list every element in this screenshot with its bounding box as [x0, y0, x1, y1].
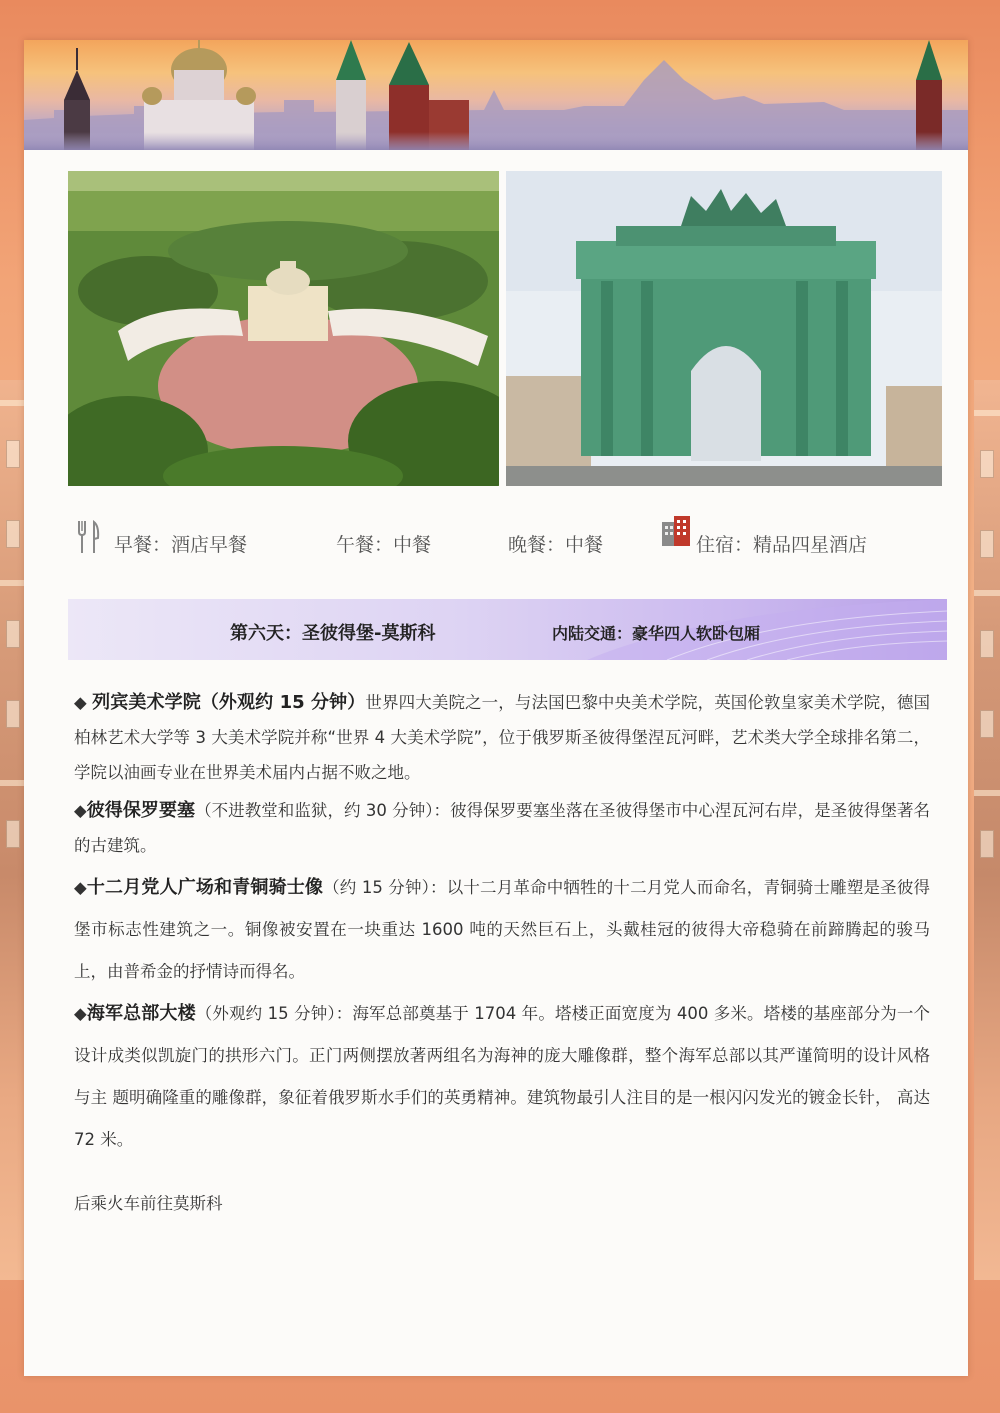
list-item: [74, 793, 930, 863]
triumphal-arch-photo: [506, 171, 942, 486]
bullet-icon: ◆: [74, 693, 93, 712]
item-desc: 世界四大美院之一，与法国巴黎中央美术学院，英国伦敦皇家美术学院，德国柏林艺术大学等 3 大美术学院并称“世界 4 大美术学院”，位于俄罗斯圣彼得堡涅瓦河畔，艺术类大学全球排名第二，学院以油画专业在世界美术届内占据不败之地。: [74, 693, 930, 782]
left-building-decoration: [0, 380, 26, 1280]
brochure-page: [24, 40, 968, 1376]
item-name: 海军总部大楼: [86, 1003, 196, 1024]
dinner-label: 晚餐：中餐: [508, 534, 604, 556]
hotel-icon: [660, 514, 692, 546]
day-title: 第六天：圣彼得堡-莫斯科: [230, 623, 436, 644]
item-name: 列宾美术学院（外观约 15 分钟）: [92, 692, 366, 713]
transport-label: 内陆交通：豪华四人软卧包厢: [552, 624, 761, 643]
day-header-band: [68, 599, 947, 660]
item-desc: （外观约 15 分钟）：海军总部奠基于 1704 年。塔楼正面宽度为 400 多米。塔楼的基座部分为一个设计成类似凯旋门的拱形六门。正门两侧摆放著两组名为海神的庞大雕像群，整个海军总部以其严谨简明的设计风格与主 题明确隆重的雕像群，象征着俄罗斯水手们的英勇精神。建筑物最引人注目的是一根闪闪发光的镀金长针， 高达 72 米。: [74, 1004, 930, 1149]
breakfast-label: 早餐：酒店早餐: [114, 534, 248, 556]
meals-row: [24, 518, 968, 562]
bullet-icon: ◆: [74, 878, 87, 897]
lodging-label: 住宿：精品四星酒店: [696, 534, 868, 556]
lunch-label: 午餐：中餐: [336, 534, 432, 556]
item-desc: （不进教堂和监狱，约 30 分钟）：彼得保罗要塞坐落在圣彼得堡市中心涅瓦河右岸，是圣彼得堡著名的古建筑。: [74, 801, 930, 855]
list-item: [74, 867, 930, 993]
bullet-icon: ◆: [74, 801, 87, 820]
bullet-icon: ◆: [74, 1004, 87, 1023]
fork-knife-icon: [76, 520, 100, 554]
palace-photo: [68, 171, 499, 486]
item-name: 十二月党人广场和青铜骑士像: [86, 877, 324, 898]
closing-note: 后乘火车前往莫斯科: [74, 1194, 223, 1213]
list-item: [74, 993, 930, 1161]
item-name: 彼得保罗要塞: [86, 800, 196, 821]
moscow-skyline-banner: [24, 40, 968, 150]
list-item: [74, 685, 930, 790]
right-building-decoration: [974, 380, 1000, 1280]
item-desc: （约 15 分钟）：以十二月革命中牺牲的十二月党人而命名，青铜骑士雕塑是圣彼得堡市标志性建筑之一。铜像被安置在一块重达 1600 吨的天然巨石上，头戴桂冠的彼得大帝稳骑在前蹄腾起的骏马上，由普希金的抒情诗而得名。: [74, 878, 930, 981]
